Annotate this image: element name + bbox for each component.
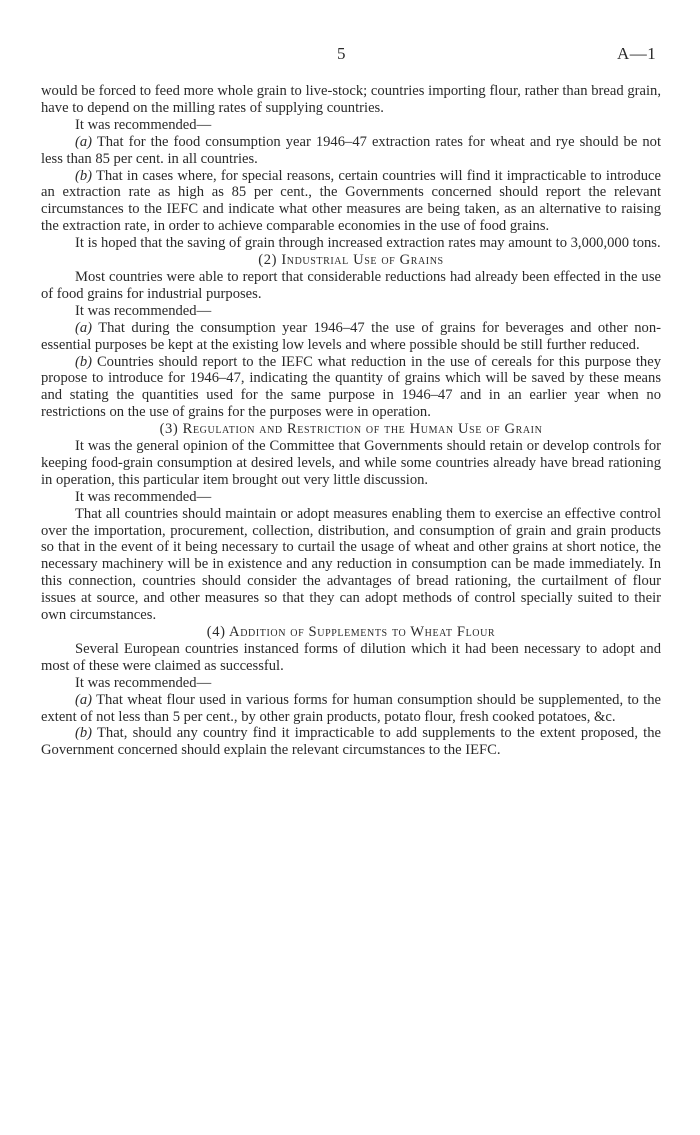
item-label: (b): [75, 353, 93, 370]
recommendation-b: [41, 354, 661, 422]
item-text: Countries should report to the IEFC what reduction in the use of cereals for this purpose they propose to introduce for 1946–47, indicating the quantity of grains which will be saved by these means and stating the quantities used for the same purpose in 1946–47 and in an earlier year when no restrictions on the use of grains for the purposes were in operation.: [41, 353, 662, 421]
section-paragraph: Most countries were able to report that considerable reductions had already been effected in the use of food grains for industrial purposes.: [41, 268, 661, 302]
item-text: That, should any country find it impracticable to add supplements to the extent proposed, the Government concerned should explain the relevant circumstances to the IEFC.: [41, 725, 661, 759]
continuation-paragraph: would be forced to feed more whole grain to live-stock; countries importing flour, rather than bread grain, have to depend on the milling rates of supplying countries.: [41, 83, 661, 116]
hope-paragraph: It is hoped that the saving of grain through increased extraction rates may amount to 3,000,000 tons.: [75, 235, 661, 252]
page-body: [41, 83, 661, 759]
item-label: (b): [75, 725, 93, 742]
item-text: That during the consumption year 1946–47 the use of grains for beverages and other non-essential purposes be kept at the existing low levels and where possible should be still further reduced.: [41, 319, 661, 353]
section-paragraph: That all countries should maintain or adopt measures enabling them to exercise an effective control over the importation, procurement, collection, distribution, and consumption of grain and grain products so that in the event of it being necessary to curtail the usage of wheat and other grains at short notice, the necessary machinery will be in existence and any reduction in consumption can be made immediately. In this connection, countries should consider the advantages of bread rationing, the curtailment of flour issues at source, and other measures so that they can adopt methods of control specially suited to their own circumstances.: [41, 505, 661, 624]
document-reference: A—1: [617, 44, 657, 63]
item-text: That wheat flour used in various forms for human consumption should be supplemented, to the extent of not less than 5 per cent., by other grain products, potato flour, fresh cooked potatoes, &c.: [41, 691, 661, 725]
page-number: 5: [337, 44, 346, 63]
section-heading: (4) Addition of Supplements to Wheat Flour: [206, 624, 496, 640]
recommendation-b: [41, 725, 661, 759]
item-label: (a): [75, 133, 93, 150]
recommendation-a: [41, 320, 661, 354]
item-label: (b): [75, 167, 93, 184]
section-paragraph: It was the general opinion of the Committee that Governments should retain or develop controls for keeping food-grain consumption at desired levels, and while some countries already have bread rationing in operation, this particular item brought out very little discussion.: [41, 438, 661, 488]
recommendation-a: [41, 134, 661, 168]
recommendation-b: [41, 168, 661, 236]
section-heading: (3) Regulation and Restriction of the Human Use of Grain: [159, 421, 543, 438]
recommended-line: It was recommended—: [75, 488, 212, 505]
section-heading: (2) Industrial Use of Grains: [258, 252, 444, 269]
item-text: That in cases where, for special reasons, certain countries will find it impracticable to introduce an extraction rate as high as 85 per cent., the Governments concerned should report the relevant circumstances to the IEFC and indicate what other measures are being taken, as an alternative to raising the extraction rate, in order to achieve comparable economies in the use of food grains.: [41, 167, 661, 235]
recommendation-a: [41, 692, 661, 726]
recommended-line: It was recommended—: [75, 116, 212, 133]
recommended-line: It was recommended—: [75, 674, 212, 691]
recommended-line: It was recommended—: [75, 302, 212, 319]
item-label: (a): [75, 319, 93, 336]
item-label: (a): [75, 691, 93, 708]
item-text: That for the food consumption year 1946–47 extraction rates for wheat and rye should be not less than 85 per cent. in all countries.: [41, 133, 662, 167]
section-paragraph: Several European countries instanced forms of dilution which it had been necessary to adopt and most of these were claimed as successful.: [41, 640, 661, 674]
